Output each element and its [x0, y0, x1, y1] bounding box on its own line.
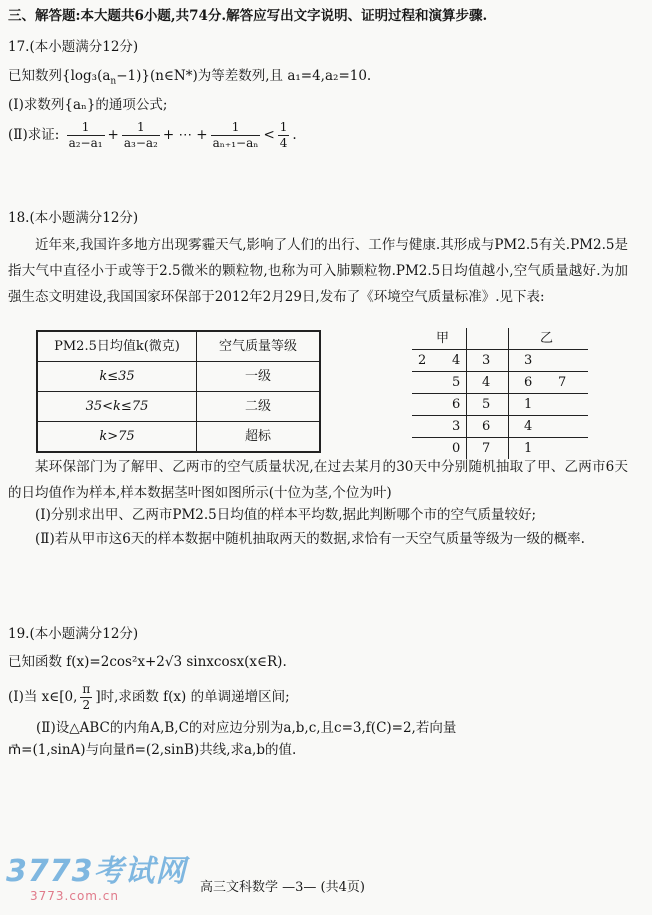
q17-ellipsis: + ⋯ +: [162, 127, 208, 143]
table-header-row: [37, 331, 320, 362]
q17-frac-1-den: a₂−a₁: [68, 136, 103, 150]
q17-part2-prefix: (Ⅱ)求证:: [8, 127, 60, 143]
q19-part1: [8, 682, 290, 713]
table-cell: k>75: [37, 422, 197, 453]
q17-frac-3-den: aₙ₊₁−aₙ: [212, 136, 259, 150]
q17-stem: [8, 66, 371, 92]
stem-row: [412, 372, 588, 394]
table-header-cell: 空气质量等级: [197, 331, 321, 362]
stem-leaf-left: 3: [452, 419, 461, 434]
stem-header-yi: 乙: [540, 331, 554, 346]
section-header: 三、解答题:本大题共6小题,共74分.解答应写出文字说明、证明过程和演算步骤.: [8, 8, 488, 24]
table-header-cell: PM2.5日均值k(微克): [37, 331, 197, 362]
stem-leaf-left: 5: [452, 375, 461, 390]
stem-value: 4: [482, 375, 491, 390]
table-cell: 超标: [197, 422, 321, 453]
q19-pi-den: 2: [82, 698, 91, 712]
stem-leaf-left: 6: [452, 397, 461, 412]
q19-part1-b: ]时,求函数 f(x) 的单调递增区间;: [95, 689, 290, 705]
q18-part1: (Ⅰ)分别求出甲、乙两市PM2.5日均值的样本平均数,据此判断哪个市的空气质量较好;: [35, 507, 537, 523]
q19-part1-a: (Ⅰ)当 x∈[0,: [8, 689, 78, 705]
q17-stem-b: −1)}(n∈N*)为等差数列,且 a₁=4,a₂=10.: [116, 68, 372, 84]
q17-frac-1: [67, 120, 105, 151]
table-row: [37, 422, 320, 453]
q19-part2-line2: m⃗=(1,sinA)与向量n⃗=(2,sinB)共线,求a,b的值.: [8, 742, 297, 758]
stem-leaf-right: 3: [524, 353, 533, 368]
q19-heading: 19.(本小题满分12分): [8, 626, 139, 642]
stem-row: [412, 394, 588, 416]
q17-rhs-frac: [278, 120, 290, 151]
stem-leaf-right: 7: [558, 375, 567, 390]
watermark-logo-url: 3773.com.cn: [30, 889, 119, 903]
stem-leaf-right: 6: [524, 375, 533, 390]
stem-leaf-right: 4: [524, 419, 533, 434]
q18-intro: 近年来,我国许多地方出现雾霾天气,影响了人们的出行、工作与健康.其形成与PM2.5有关.PM2.5是指大气中直径小于或等于2.5微米的颗粒物,也称为可入肺颗粒物.PM2.5日均值越小,空气质量越好.为加强生态文明建设,我国国家环保部于2012年2月29日,发布了《环境空气质量标准》.见下表:: [8, 237, 628, 305]
q17-frac-2-den: a₃−a₂: [123, 136, 158, 150]
table-cell: 二级: [197, 392, 321, 422]
q17-rhs-den: 4: [279, 136, 288, 150]
stem-value: 7: [482, 441, 491, 456]
q19-func: 已知函数 f(x)=2cos²x+2√3 sinxcosx(x∈R).: [8, 654, 287, 670]
q19-pi-frac: [80, 682, 92, 713]
q19-pi-num: π: [82, 682, 91, 696]
stem-leaf-right: 1: [524, 441, 533, 456]
stem-leaf-left: 4: [452, 353, 461, 368]
q17-part2: (Ⅱ)求证: $\frac{1}{\text{a₂−a₁}}$ + $\frac{1}{\text{a₃−a₂}}$ + ⋯ + $\frac{1}{\text{aₙ₊₁−aₙ}}$ < $\frac{1}{4}$ .: [8, 120, 297, 150]
q17-frac-2-num: 1: [122, 120, 160, 136]
q18-heading: 18.(本小题满分12分): [8, 210, 139, 226]
q17-frac-3: [211, 120, 261, 151]
table-cell: 一级: [197, 362, 321, 392]
stem-header-jia: 甲: [436, 331, 450, 346]
stem-value: 5: [482, 397, 491, 412]
table-row: [37, 392, 320, 422]
q18-desc: 某环保部门为了解甲、乙两市的空气质量状况,在过去某月的30天中分别随机抽取了甲、乙两市6天的日均值作为样本,样本数据茎叶图如图所示(十位为茎,个位为叶): [8, 459, 628, 501]
table-row: [37, 362, 320, 392]
q17-frac-3-num: 1: [211, 120, 261, 136]
stem-value: 6: [482, 419, 491, 434]
stem-leaf-left: 0: [452, 441, 461, 456]
stem-value: 3: [482, 353, 491, 368]
stem-row: [412, 350, 588, 372]
page-footer: 高三文科数学 —3— (共4页): [200, 880, 365, 895]
q17-frac-2: [122, 120, 160, 151]
watermark-logo: [6, 855, 187, 903]
stem-row: [412, 416, 588, 438]
stem-leaf-plot: [412, 328, 588, 459]
q17-part1: (Ⅰ)求数列{aₙ}的通项公式;: [8, 97, 168, 113]
table-cell: k≤35: [37, 362, 197, 392]
q17-heading: 17.(本小题满分12分): [8, 39, 139, 55]
stem-header-row: [412, 328, 588, 350]
table-cell: 35<k≤75: [37, 392, 197, 422]
q17-frac-1-num: 1: [67, 120, 105, 136]
q19-part2-line1: (Ⅱ)设△ABC的内角A,B,C的对应边分别为a,b,c,且c=3,f(C)=2,若向量: [36, 720, 457, 736]
q17-rhs-num: 1: [279, 120, 288, 134]
stem-leaf-right: 1: [524, 397, 533, 412]
q17-subscript-n: n: [110, 76, 117, 87]
q17-stem-a: 已知数列{log₃(a: [8, 68, 111, 84]
stem-leaf-left: 2: [418, 353, 427, 368]
watermark-logo-text: 3773考试网: [6, 854, 187, 889]
air-quality-table: [36, 330, 321, 453]
q18-part2: (Ⅱ)若从甲市这6天的样本数据中随机抽取两天的数据,求恰有一天空气质量等级为一级的概率.: [35, 531, 585, 547]
